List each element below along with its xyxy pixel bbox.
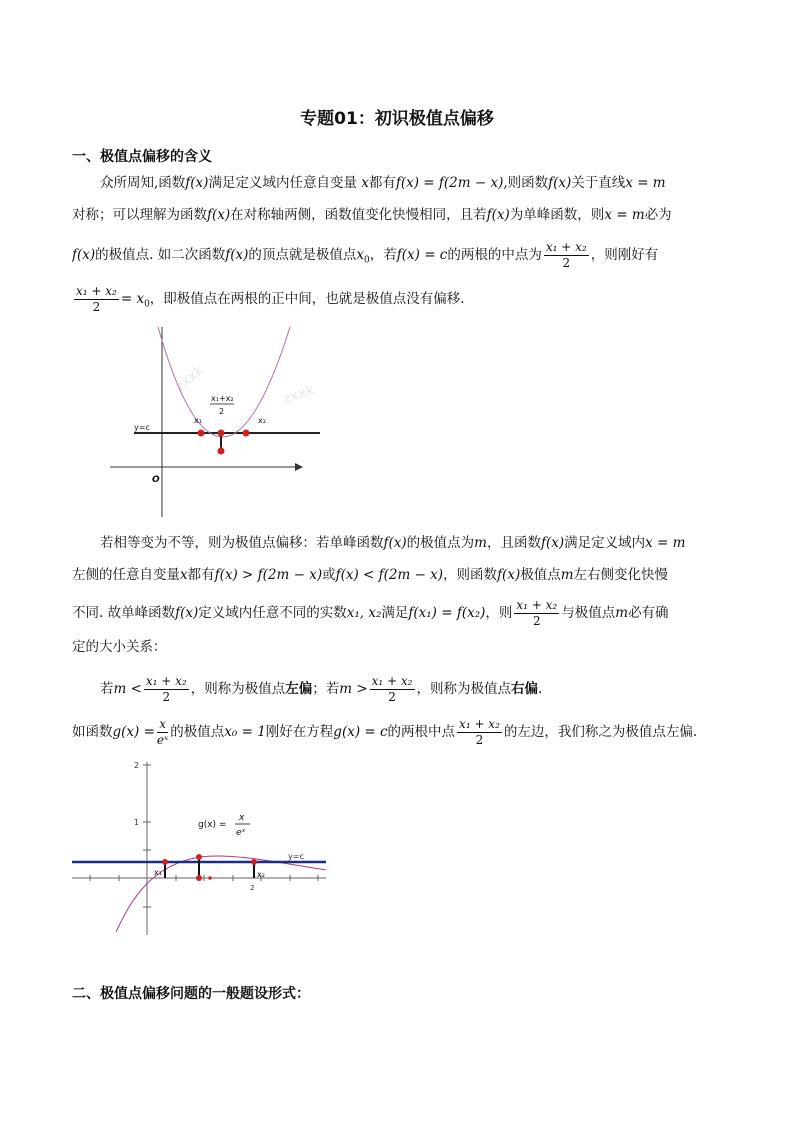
label-mid-den: 2 [219, 407, 225, 416]
label-x1: x₁ [194, 416, 202, 425]
tick-label-y2: 2 [134, 761, 140, 770]
label-y-c: y=c [288, 852, 304, 861]
point-x1 [162, 859, 168, 865]
point-vertex [218, 448, 225, 455]
para2-line2: 左侧的任意自变量x都有f(x) > f(2m − x)或f(x) < f(2m − x)，则函数f(x)极值点m左右侧变化快慢 [72, 567, 669, 583]
para1-line3: f(x)的极值点. 如二次函数f(x)的顶点就是极值点$x_0$，若f(x) = c的两根的中点为 $\frac{\text{x₁ + x₂}}{2}$ ，则刚好有 [72, 240, 659, 270]
fraction-midpoint: $\frac{\text{x₁ + x₂}}{2}$ [545, 240, 587, 270]
point-x2 [251, 859, 257, 865]
para4-line: 如函数g(x) = $\frac{x}{\text{eˣ}}$ 的极值点x₀ = 1刚好在方程g(x) = c的两根中点 $\frac{\text{x₁ + x₂}}{2}$ 的左边，我们称之为极值点左偏. [72, 717, 698, 747]
watermark-text: zxxk [280, 381, 317, 408]
section1-heading: 一、极值点偏移的含义 [72, 149, 212, 165]
label-g-num: x [239, 813, 245, 823]
tick-label-x2: 2 [250, 884, 255, 892]
point-x1 [198, 430, 205, 437]
page-title: 专题01：初识极值点偏移 [300, 109, 494, 129]
label-y-c: y=c [134, 423, 150, 432]
point-x0-axis [196, 875, 202, 881]
fraction-midpoint: $\frac{\text{x₁ + x₂}}{2}$ [371, 674, 413, 704]
point-mid-axis [208, 876, 212, 880]
label-x2: x₂ [258, 416, 266, 425]
para3-line: 若m < $\frac{\text{x₁ + x₂}}{2}$ ，则称为极值点左偏；若m > $\frac{\text{x₁ + x₂}}{2}$ ，则称为极值点右偏. [100, 674, 543, 704]
para1-line2: 对称；可以理解为函数f(x)在对称轴两侧，函数值变化快慢相同，且若f(x)为单峰函数，则x = m必为 [72, 207, 672, 223]
para1-line4: $\frac{\text{x₁ + x₂}}{2}$ = $x_0$，即极值点在两根的正中间，也就是极值点没有偏移. [76, 284, 465, 314]
para2-line1: 若相等变为不等，则为极值点偏移：若单峰函数f(x)的极值点为m，且函数f(x)满足定义域内x = m [100, 535, 686, 551]
fraction-midpoint: $\frac{\text{x₁ + x₂}}{2}$ [459, 717, 500, 747]
tick-label-y1: 1 [134, 818, 140, 827]
label-g: g(x) = [198, 820, 227, 830]
label-g-den: eˣ [236, 828, 246, 838]
label-x1: x₁ [154, 868, 162, 877]
label-mid-num: x₁+x₂ [211, 394, 234, 403]
fraction-midpoint: $\frac{\text{x₁ + x₂}}{2}$ [516, 598, 558, 628]
label-origin: O [152, 475, 160, 485]
point-mid [218, 430, 225, 437]
figure-parabola [100, 322, 325, 522]
fraction-midpoint: $\frac{\text{x₁ + x₂}}{2}$ [145, 674, 187, 704]
point-peak [196, 854, 202, 860]
section2-heading: 二、极值点偏移问题的一般题设形式： [72, 986, 310, 1002]
fraction-midpoint: $\frac{\text{x₁ + x₂}}{2}$ [76, 284, 117, 314]
x-axis-arrow [295, 463, 303, 471]
para2-line4: 定的大小关系： [72, 639, 167, 655]
watermark-text: zxxk [172, 362, 208, 396]
point-x2 [243, 430, 250, 437]
fraction-g: $\frac{x}{\text{eˣ}}$ [156, 717, 169, 747]
para2-line3: 不同. 故单峰函数f(x)定义域内任意不同的实数x₁, x₂满足f(x₁) = f(x₂)，则 $\frac{\text{x₁ + x₂}}{2}$ 与极值点m必有确 [72, 598, 669, 628]
figure-gx [70, 757, 330, 937]
label-x2: x₂ [257, 870, 265, 879]
para1-line1: 众所周知,函数f(x)满足定义域内任意自变量 x都有f(x) = f(2m − x),则函数f(x)关于直线x = m [100, 175, 666, 191]
